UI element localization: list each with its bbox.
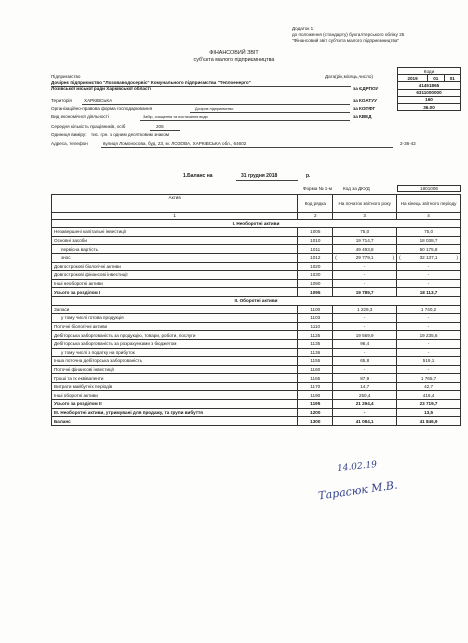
row-start-value: 41 084,1 [333,417,397,426]
territory-value: ХАРКІВСЬКА [84,98,113,103]
codes-table [397,67,461,111]
table-row [52,348,461,357]
row-end-value: - [397,314,461,323]
territory-label: Територія [51,98,72,103]
row-end-value: - [397,322,461,331]
enterprise-name-line-1: Дочірнє підприємство "Лозоваводосервіс" Комунального підприємства "Теплоенерго" [51,80,251,85]
kved-label: за КВЕД [353,114,372,119]
section-row [52,219,461,228]
appendix-note-line-3: "Фінансовий звіт суб'єкта малого підприємництва" [292,38,400,43]
edrpou-code: 41451865 [398,82,461,89]
table-row [52,322,461,331]
total-row [52,400,461,409]
activity-label: Вид економічної діяльності [51,114,109,119]
row-end-value: 50 175,8 [397,245,461,254]
report-title: ФІНАНСОВИЙ ЗВІТ [209,50,259,56]
date-day: 01 [444,75,460,82]
row-start-value: - [333,408,397,417]
table-row [52,305,461,314]
row-label: Баланс [52,417,298,426]
col-number: 4 [397,213,461,220]
employees-value: 206 [156,124,164,129]
row-end-value: ( ) 32 137,1 [397,253,461,262]
row-code: 1010 [298,236,333,245]
row-code: 1011 [298,245,333,254]
edrpou-label: за ЄДРПОУ [353,86,379,91]
section-title: І. Необоротні активи [52,219,461,228]
row-start-value-text: 29 779,1 [355,255,374,261]
row-end-value: - [397,271,461,280]
form-number: Форма № 1-м [303,186,333,191]
row-start-value: - [333,271,397,280]
address-label: Адреса, телефон [51,141,88,146]
signature-date: 14.02.19 [336,459,378,475]
section-row [52,296,461,305]
table-row [52,228,461,237]
row-code: 1170 [298,382,333,391]
row-code: 1195 [298,400,333,409]
total-row [52,408,461,417]
row-end-value: 416,4 [397,391,461,400]
row-end-value: 23 719,7 [397,400,461,409]
total-row [52,288,461,297]
row-end-value: 519,1 [397,357,461,366]
row-end-value: - [397,279,461,288]
row-label: Витрати майбутніх періодів [52,382,298,391]
row-code: 1100 [298,305,333,314]
table-row [52,314,461,323]
koatuu-label: за КОАТУУ [353,98,377,103]
row-code: 1200 [298,408,333,417]
row-end-value: - [397,365,461,374]
row-label: Поточні біологічні активи [52,322,298,331]
row-start-value: 19 569,9 [333,331,397,340]
phone-value: 2-36-42 [400,141,416,146]
unit-value: тис. грн. з одним десятковим знаком [91,132,170,137]
kved-code: 36.00 [398,103,461,110]
row-code: 1090 [298,279,333,288]
kopfg-code: 160 [398,96,461,103]
row-end-value: 42,7 [397,382,461,391]
codes-header: Коди [398,68,461,75]
row-label: Поточні фінансові інвестиції [52,365,298,374]
appendix-note-line-1: Додаток 1 [292,26,314,31]
table-row [52,339,461,348]
table-row [52,236,461,245]
col-header-start: На початок звітного року [333,195,397,213]
row-end-value: 18 038,7 [397,236,461,245]
col-header-end: На кінець звітного періоду [397,195,461,213]
col-number: 1 [52,213,298,220]
row-start-value: 21 294,4 [333,400,397,409]
enterprise-label: Підприємство [51,74,81,79]
legal-form-value: Дочірнє підприємство [195,106,234,111]
legal-form-label: Організаційно-правова форма господарювання [51,106,153,111]
row-code: 1135 [298,339,333,348]
row-code: 1190 [298,391,333,400]
row-label: Інші оборотні активи [52,391,298,400]
row-label: Незавершені капітальні інвестиції [52,228,298,237]
row-label: первісна вартість [52,245,298,254]
row-end-value: 13,5 [397,408,461,417]
koatuu-code: 6311000000 [398,89,461,96]
table-row [52,357,461,366]
signature-name: Тарасюк М.В. [317,478,399,503]
row-code: 1110 [298,322,333,331]
dkud-code: 1801006 [420,185,438,191]
row-code: 1160 [298,365,333,374]
row-end-value: 18 113,7 [397,288,461,297]
row-start-value: 19 789,7 [333,288,397,297]
employees-label: Середня кількість працівників, осіб [51,124,126,129]
section-title: ІІ. Оборотні активи [52,296,461,305]
report-subtitle: суб'єкта малого підприємництва [193,57,275,63]
row-label: Основні засоби [52,236,298,245]
row-code: 1020 [298,262,333,271]
row-label: у тому числі з податку на прибуток [52,348,298,357]
row-start-value: 19 714,7 [333,236,397,245]
row-label: Усього за розділом І [52,288,298,297]
table-row [52,245,461,254]
balance-heading-date: 31 грудня 2018 [241,173,278,179]
row-end-value: 1 740,2 [397,305,461,314]
table-row [52,331,461,340]
date-month: 01 [428,75,444,82]
row-code: 1155 [298,357,333,366]
row-code: 1030 [298,271,333,280]
col-header-code: Код рядка [298,195,333,213]
row-code: 1165 [298,374,333,383]
row-start-value: - [333,262,397,271]
row-label: Усього за розділом ІІ [52,400,298,409]
row-label: знос [52,253,298,262]
total-row [52,417,461,426]
row-label: у тому числі готова продукція [52,314,298,323]
row-code: 1012 [298,253,333,262]
row-start-value: 14,7 [333,382,397,391]
row-start-value: 1 229,3 [333,305,397,314]
dkud-label: Код за ДКУД [343,186,370,191]
table-row [52,391,461,400]
row-end-value: 1 765,7 [397,374,461,383]
balance-heading-suffix: р. [306,173,311,179]
appendix-note-line-2: до положення (стандарту) бухгалтерського обліку 25 [292,32,405,37]
row-start-value: 250,4 [333,391,397,400]
col-header-asset: Актив [52,195,298,213]
row-start-value: 96,4 [333,339,397,348]
date-label: Дата(рік,місяць,число) [325,74,373,79]
table-row [52,262,461,271]
row-code: 1103 [298,314,333,323]
unit-label: Одиниця виміру: [51,132,87,137]
address-value: вулиця Ломоносова, буд. 23, м. ЛОЗОВА, ХАРКІВСЬКА обл., 64602 [103,141,247,146]
row-end-value: - [397,262,461,271]
row-start-value: - [333,365,397,374]
row-end-value: 75,0 [397,228,461,237]
row-label: Довгострокові біологічні активи [52,262,298,271]
row-label: ІІІ. Необоротні активи, утримувані для продажу, та групи вибуття [52,408,298,417]
activity-value: Забір, очищення та постачання води [143,114,208,119]
row-label: Гроші та їх еквіваленти [52,374,298,383]
row-label: Інші необоротні активи [52,279,298,288]
table-row [52,271,461,280]
row-end-value: - [397,348,461,357]
row-code: 1125 [298,331,333,340]
row-start-value: 49 493,8 [333,245,397,254]
kopfg-label: за КОПФГ [353,106,376,111]
row-end-value: 41 846,9 [397,417,461,426]
balance-heading-prefix: 1.Баланс на [183,173,213,179]
row-start-value: - [333,279,397,288]
row-label: Інша поточна дебіторська заборгованість [52,357,298,366]
row-code: 1300 [298,417,333,426]
table-row [52,382,461,391]
col-number: 3 [333,213,397,220]
col-number: 2 [298,213,333,220]
date-year: 2019 [398,75,428,82]
row-end-value: 19 235,6 [397,331,461,340]
row-start-value: - [333,314,397,323]
table-row [52,279,461,288]
row-end-value: - [397,339,461,348]
row-code: 1136 [298,348,333,357]
row-code: 1095 [298,288,333,297]
row-start-value: - [333,322,397,331]
table-row [52,253,461,262]
row-start-value: 87,9 [333,374,397,383]
table-row [52,374,461,383]
row-start-value: - [333,348,397,357]
balance-table [51,194,461,426]
row-label: Довгострокові фінансові інвестиції [52,271,298,280]
enterprise-name-line-2: Лозівської міської ради Харківської області [51,86,152,91]
row-end-value-text: 32 137,1 [419,255,438,261]
row-start-value: ( ) 29 779,1 [333,253,397,262]
row-label: Дебіторська заборгованість за продукцію, товари, роботи, послуги [52,331,298,340]
table-row [52,365,461,374]
row-label: Дебіторська заборгованість за розрахунками з бюджетом [52,339,298,348]
row-code: 1005 [298,228,333,237]
row-start-value: 75,0 [333,228,397,237]
row-start-value: 65,8 [333,357,397,366]
row-label: Запаси [52,305,298,314]
